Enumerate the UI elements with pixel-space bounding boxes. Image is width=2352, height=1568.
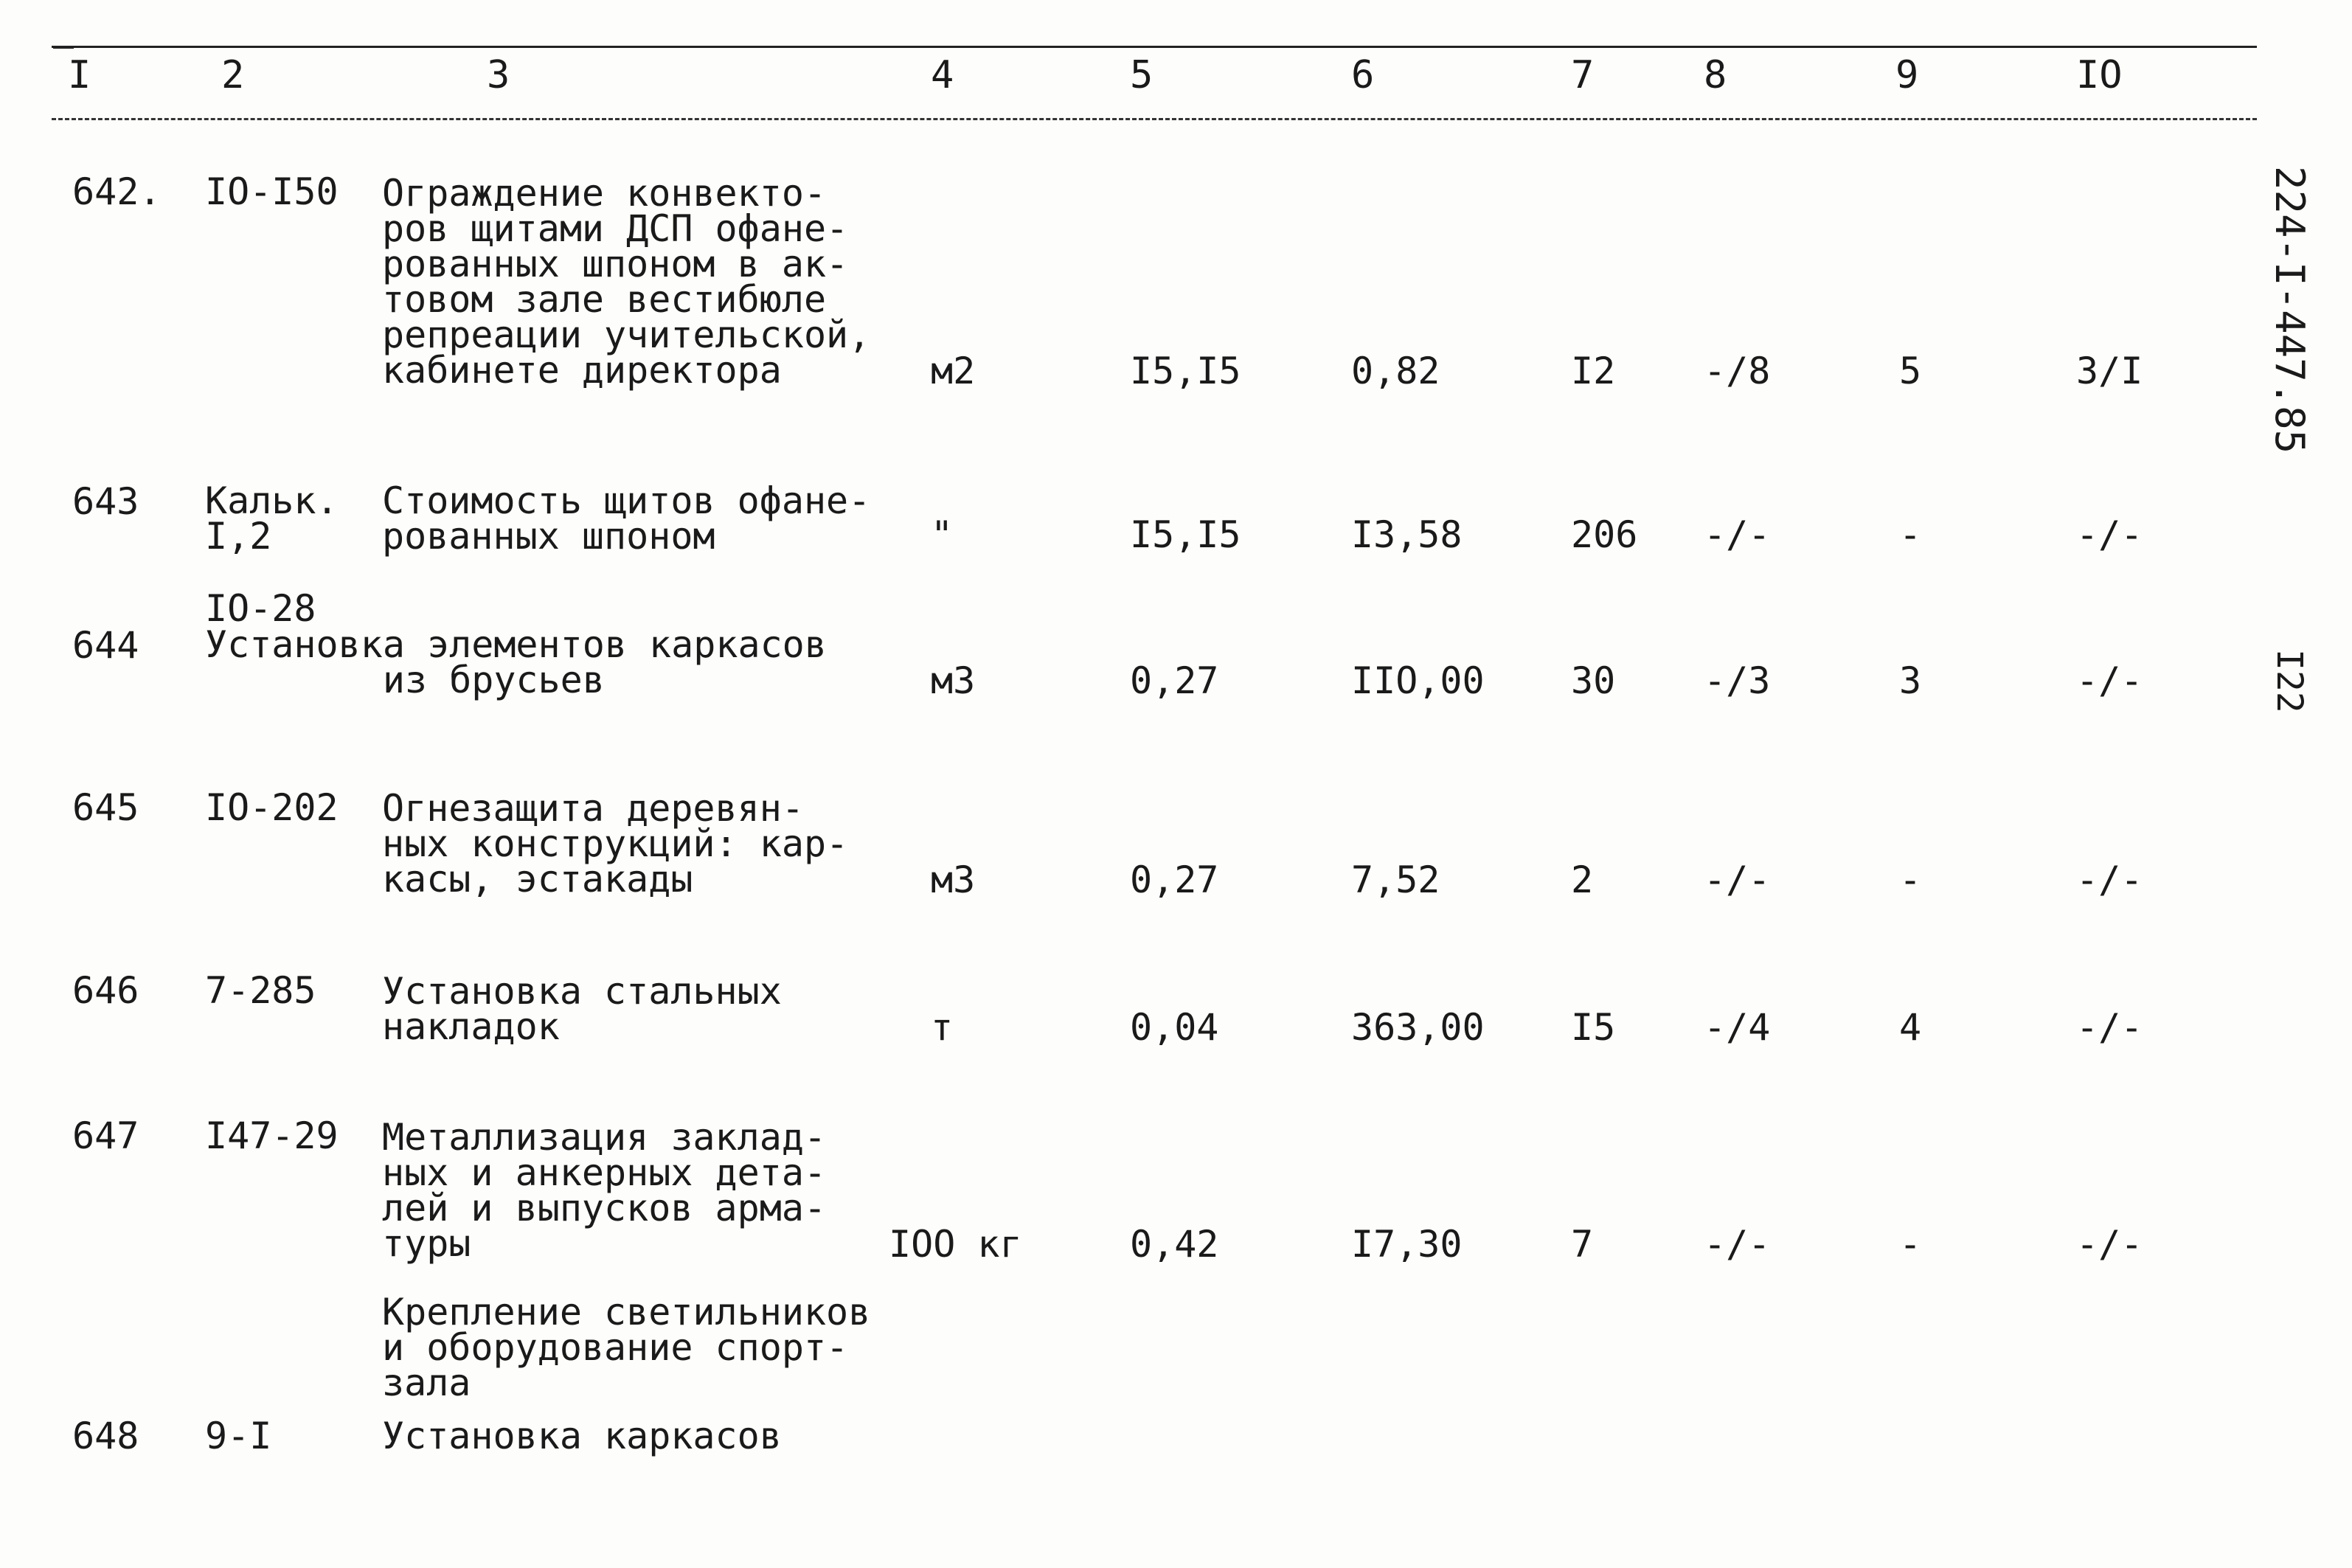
row-col-9: 5 <box>1899 350 1922 392</box>
row-col-10: -/- <box>2076 659 2143 702</box>
row-col-8: -/3 <box>1704 659 1771 702</box>
row-col-8: -/4 <box>1704 1006 1771 1049</box>
row-unit-price: 0,82 <box>1351 350 1440 392</box>
row-description: Огнезащита деревян- ных конструкций: кар- касы, эстакады <box>382 787 849 901</box>
row-description: Металлизация заклад- ных и анкерных дета- лей и выпусков арма- туры <box>382 1116 827 1265</box>
row-code: IO-28 <box>205 587 316 630</box>
header-col-7: 7 <box>1571 53 1595 97</box>
row-total: 2 <box>1571 858 1594 901</box>
header-col-4: 4 <box>931 53 954 97</box>
row-unit-price: 7,52 <box>1351 858 1440 901</box>
row-col-9: - <box>1899 513 1922 556</box>
row-col-8: -/- <box>1704 858 1771 901</box>
row-unit: " <box>931 513 954 556</box>
row-total: I2 <box>1571 350 1616 392</box>
row-total: I5 <box>1571 1006 1616 1049</box>
header-col-9: 9 <box>1895 53 1919 97</box>
row-col-10: 3/I <box>2076 350 2143 392</box>
header-col-6: 6 <box>1351 53 1375 97</box>
row-col-9: - <box>1899 1223 1922 1266</box>
row-col-9: 4 <box>1899 1006 1922 1049</box>
row-code: IO-202 <box>205 786 339 829</box>
document-code: 224-I-447.85 <box>2266 166 2313 454</box>
row-quantity: 0,42 <box>1130 1223 1219 1266</box>
row-col-8: -/8 <box>1704 350 1771 392</box>
row-total: 7 <box>1571 1223 1594 1266</box>
row-col-9: - <box>1899 858 1922 901</box>
row-unit-price: 363,00 <box>1351 1006 1485 1049</box>
row-number: 643 <box>72 480 139 523</box>
header-col-3: 3 <box>487 53 510 97</box>
row-code: 7-285 <box>205 969 316 1012</box>
row-quantity: I5,I5 <box>1130 350 1241 392</box>
row-unit: м3 <box>931 858 976 901</box>
row-unit-price: I3,58 <box>1351 513 1463 556</box>
row-unit-price: I7,30 <box>1351 1223 1463 1266</box>
row-quantity: 0,04 <box>1130 1006 1219 1049</box>
row-unit: м3 <box>931 659 976 702</box>
row-number: 646 <box>72 969 139 1012</box>
section-subheading: Крепление светильников и оборудование спорт- зала <box>382 1291 871 1404</box>
header-col-10: IO <box>2076 53 2123 97</box>
row-quantity: 0,27 <box>1130 659 1219 702</box>
row-description: Стоимость щитов офане- рованных шпоном <box>382 479 871 558</box>
row-code: Кальк. I,2 <box>205 479 339 558</box>
row-quantity: I5,I5 <box>1130 513 1241 556</box>
row-code: I47-29 <box>205 1114 339 1157</box>
row-number: 644 <box>72 624 139 667</box>
row-number: 642. <box>72 170 162 213</box>
row-col-10: -/- <box>2076 513 2143 556</box>
row-code: 9-I <box>205 1415 272 1457</box>
row-number: 645 <box>72 786 139 829</box>
row-total: 30 <box>1571 659 1616 702</box>
header-col-1: I <box>68 53 91 97</box>
header-col-5: 5 <box>1130 53 1154 97</box>
row-unit: м2 <box>931 350 976 392</box>
row-number: 648 <box>72 1415 139 1457</box>
row-number: 647 <box>72 1114 139 1157</box>
header-col-8: 8 <box>1704 53 1727 97</box>
row-unit: IOO кг <box>889 1223 1022 1266</box>
row-col-10: -/- <box>2076 858 2143 901</box>
row-col-9: 3 <box>1899 659 1922 702</box>
row-unit-price: IIO,00 <box>1351 659 1485 702</box>
row-unit: т <box>931 1006 954 1049</box>
row-description: Установка стальных накладок <box>382 970 782 1048</box>
row-code: IO-I50 <box>205 170 339 213</box>
header-top-rule <box>52 46 2257 48</box>
row-col-8: -/- <box>1704 1223 1771 1266</box>
page-number: I22 <box>2269 649 2310 713</box>
row-quantity: 0,27 <box>1130 858 1219 901</box>
row-description: Установка элементов каркасов из брусьев <box>205 623 827 701</box>
header-bottom-rule <box>52 118 2257 120</box>
row-col-10: -/- <box>2076 1223 2143 1266</box>
row-total: 206 <box>1571 513 1638 556</box>
row-description: Установка каркасов <box>382 1415 782 1457</box>
header-col-2: 2 <box>221 53 245 97</box>
row-description: Ограждение конвекто- ров щитами ДСП офане- рованных шпоном в ак- товом зале вестибюле репреации учительской, кабинете директора <box>382 172 871 392</box>
row-col-10: -/- <box>2076 1006 2143 1049</box>
row-col-8: -/- <box>1704 513 1771 556</box>
